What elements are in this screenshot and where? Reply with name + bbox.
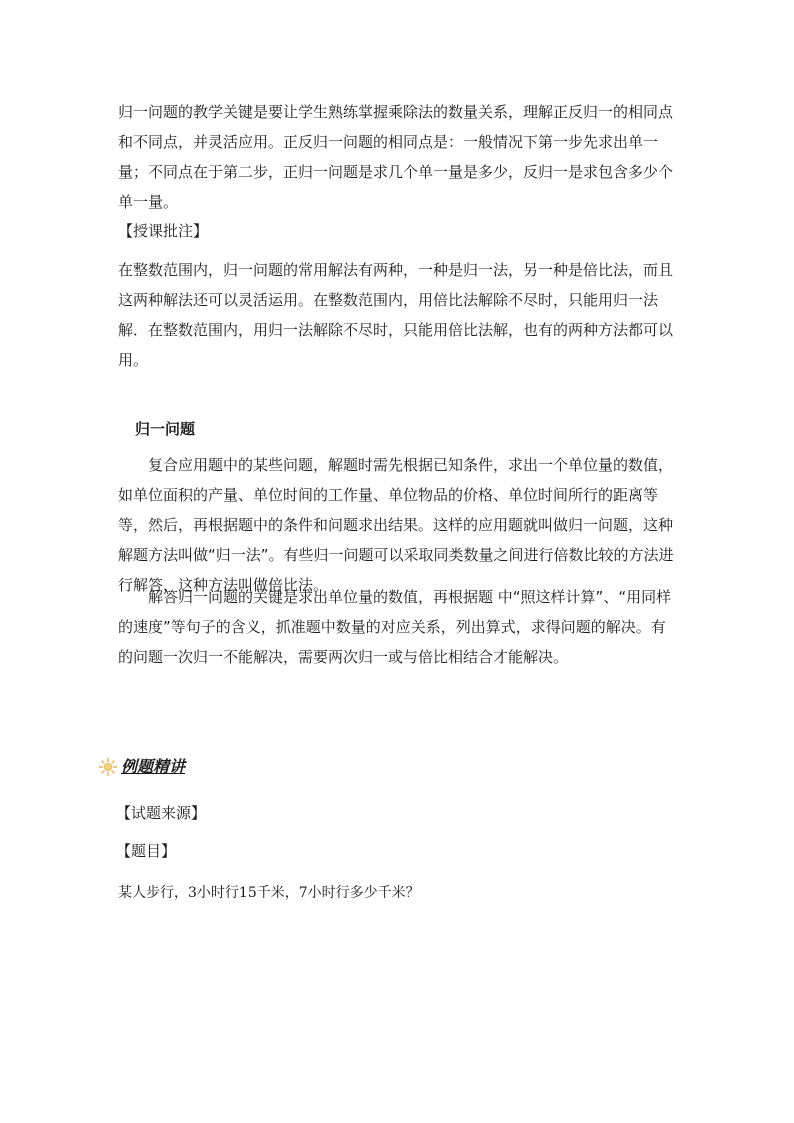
question-source-label: 【试题来源】 — [116, 804, 207, 822]
section-paragraph-2: 解答归一问题的关键是求出单位量的数值，再根据题 中“照这样计算”、“用同样的速度”等句子的含义，抓准题中数量的对应关系，列出算式，求得问题的解决。有的问题一次归一不能解决，需要两次归一或与倍比相结合才能解决。 — [118, 588, 672, 666]
intro-paragraph: 归一问题的教学关键是要让学生熟练掌握乘除法的数量关系，理解正反归一的相同点和不同点，并灵活应用。正反归一问题的相同点是：一般情况下第一步先求出单一量；不同点在于第二步，正归一问题是求几个单一量是多少，反归一是求包含多少个单一量。 — [118, 103, 674, 211]
teaching-note-paragraph: 在整数范围内，归一问题的常用解法有两种，一种是归一法，另一种是倍比法，而且这两种解法还可以灵活运用。在整数范围内，用倍比法解除不尽时，只能用归一法解．在整数范围内，用归一法解除不尽时，只能用倍比法解，也有的两种方法都可以用。 — [118, 261, 674, 369]
section-paragraph-1: 复合应用题中的某些问题，解题时需先根据已知条件，求出一个单位量的数值，如单位面积的产量、单位时间的工作量、单位物品的价格、单位时间所行的距离等等，然后，再根据题中的条件和问题求出结果。这样的应用题就叫做归一问题，这种解题方法叫做“归一法”。有些归一问题可以采取同类数量之间进行倍数比较的方法进行解答，这种方法叫做倍比法。 — [118, 456, 674, 594]
question-label: 【题目】 — [116, 842, 177, 860]
question-text: 某人步行，3小时行15千米，7小时行多少千米？ — [118, 885, 420, 901]
teaching-note-label: 【授课批注】 — [118, 222, 209, 240]
example-heading — [98, 752, 185, 782]
sun-icon — [98, 757, 118, 777]
example-title: 例题精讲 — [121, 757, 186, 776]
section-title: 归一问题 — [135, 420, 196, 438]
